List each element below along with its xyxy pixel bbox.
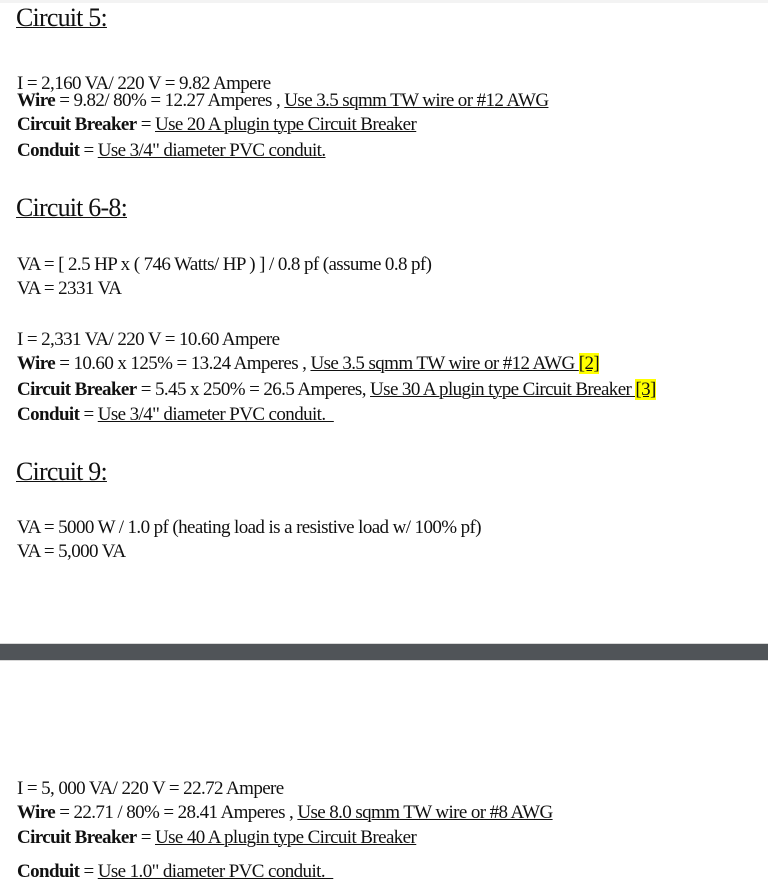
conduit-label: Conduit	[17, 861, 80, 882]
page-separator	[0, 643, 768, 661]
conduit-calc: =	[79, 861, 98, 882]
c68-va-line-2: VA = 2331 VA	[17, 278, 122, 299]
c5-wire-line	[17, 90, 548, 112]
conduit-recommendation: Use 3/4" diameter PVC conduit.	[97, 140, 326, 161]
c5-breaker-line	[17, 114, 416, 136]
c9-breaker-line	[17, 827, 416, 849]
c9-wire-line	[17, 802, 553, 824]
c68-conduit-line	[17, 404, 334, 426]
c9-va-line-2: VA = 5,000 VA	[17, 541, 126, 562]
c68-wire-line	[17, 353, 599, 375]
breaker-calc: = 5.45 x 250% = 26.5 Amperes,	[136, 379, 371, 400]
c5-current-line: I = 2,160 VA/ 220 V = 9.82 Ampere	[17, 73, 271, 94]
breaker-calc: =	[136, 827, 155, 848]
wire-label: Wire	[17, 353, 56, 374]
conduit-recommendation: Use 3/4" diameter PVC conduit.	[97, 404, 334, 425]
viewer-top-edge	[0, 0, 768, 3]
heading-circuit-5: Circuit 5:	[16, 3, 107, 32]
heading-circuit-6-8: Circuit 6-8:	[16, 193, 127, 222]
c9-va-line-1: VA = 5000 W / 1.0 pf (heating load is a resistive load w/ 100% pf)	[17, 517, 481, 538]
conduit-calc: =	[79, 140, 98, 161]
wire-recommendation: Use 3.5 sqmm TW wire or #12 AWG	[310, 353, 579, 374]
breaker-label: Circuit Breaker	[17, 114, 137, 135]
conduit-calc: =	[79, 404, 98, 425]
wire-calc: = 10.60 x 125% = 13.24 Amperes ,	[55, 353, 311, 374]
breaker-recommendation: Use 30 A plugin type Circuit Breaker	[370, 379, 636, 400]
c5-conduit-line	[17, 140, 326, 162]
reference-3-highlight[interactable]: [3]	[635, 379, 656, 400]
c9-current-line: I = 5, 000 VA/ 220 V = 22.72 Ampere	[17, 778, 284, 799]
heading-circuit-9: Circuit 9:	[16, 457, 107, 486]
c9-conduit-line	[17, 861, 333, 883]
breaker-recommendation: Use 40 A plugin type Circuit Breaker	[155, 827, 417, 848]
breaker-label: Circuit Breaker	[17, 379, 137, 400]
wire-calc: = 22.71 / 80% = 28.41 Amperes ,	[55, 802, 298, 823]
reference-2-highlight[interactable]: [2]	[578, 353, 600, 374]
wire-label: Wire	[17, 802, 56, 823]
wire-calc: = 9.82/ 80% = 12.27 Amperes ,	[55, 90, 285, 111]
wire-recommendation: Use 3.5 sqmm TW wire or #12 AWG	[284, 90, 549, 111]
conduit-label: Conduit	[17, 140, 80, 161]
c68-breaker-line	[17, 379, 656, 401]
wire-label: Wire	[17, 90, 56, 111]
c68-current-line: I = 2,331 VA/ 220 V = 10.60 Ampere	[17, 329, 280, 350]
breaker-recommendation: Use 20 A plugin type Circuit Breaker	[155, 114, 417, 135]
conduit-recommendation: Use 1.0" diameter PVC conduit.	[97, 861, 334, 882]
conduit-label: Conduit	[17, 404, 80, 425]
breaker-calc: =	[136, 114, 155, 135]
wire-recommendation: Use 8.0 sqmm TW wire or #8 AWG	[297, 802, 553, 823]
breaker-label: Circuit Breaker	[17, 827, 137, 848]
c68-va-line-1: VA = [ 2.5 HP x ( 746 Watts/ HP ) ] / 0.8 pf (assume 0.8 pf)	[17, 254, 432, 275]
